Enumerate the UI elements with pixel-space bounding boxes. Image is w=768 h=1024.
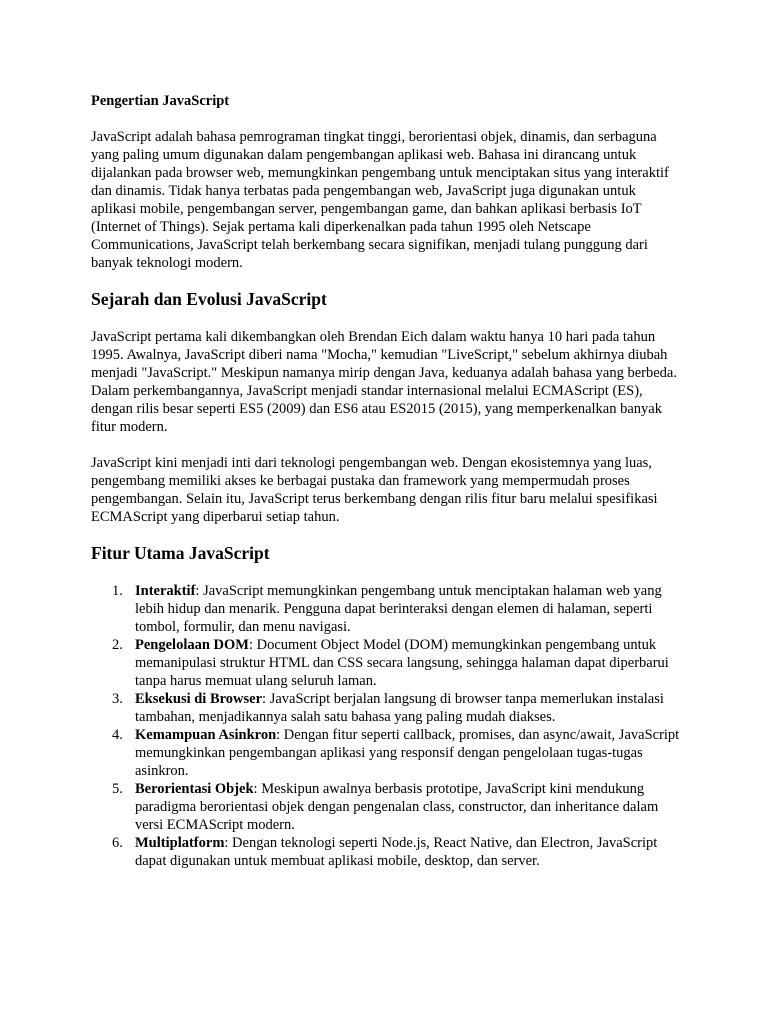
list-item	[91, 834, 683, 870]
history-paragraph: JavaScript pertama kali dikembangkan oleh Brendan Eich dalam waktu hanya 10 hari pada tahun 1995. Awalnya, JavaScript diberi nama "Mocha," kemudian "LiveScript," sebelum akhirnya diubah menjadi "JavaScript." Meskipun namanya mirip dengan Java, keduanya adalah bahasa yang berbeda. Dalam perkembangannya, JavaScript menjadi standar internasional melalui ECMAScript (ES), dengan rilis besar seperti ES5 (2009) dan ES6 atau ES2015 (2015), yang memperkenalkan banyak fitur modern.	[91, 329, 677, 435]
page-title: Pengertian JavaScript	[91, 93, 230, 109]
list-number: 2.	[112, 637, 123, 653]
feature-term: Eksekusi di Browser	[135, 691, 263, 707]
document-page	[91, 92, 683, 870]
feature-term: Berorientasi Objek	[135, 781, 254, 797]
feature-term: Interaktif	[135, 583, 196, 599]
list-item	[91, 690, 683, 726]
list-item	[91, 636, 683, 690]
feature-description: : Meskipun awalnya berbasis prototipe, JavaScript kini mendukung paradigma berorientasi objek dengan pengenalan class, constructor, dan inheritance dalam versi ECMAScript modern.	[135, 781, 659, 833]
feature-list	[91, 582, 683, 870]
history-paragraph: JavaScript kini menjadi inti dari teknologi pengembangan web. Dengan ekosistemnya yang luas, pengembang memiliki akses ke berbagai pustaka dan framework yang mempermudah proses pengembangan. Selain itu, JavaScript terus berkembang dengan rilis fitur baru melalui spesifikasi ECMAScript yang diperbarui setiap tahun.	[91, 455, 658, 525]
feature-description: : JavaScript berjalan langsung di browser tanpa memerlukan instalasi tambahan, menjadikannya salah satu bahasa yang paling mudah diakses.	[135, 691, 664, 725]
list-item	[91, 780, 683, 834]
list-item	[91, 582, 683, 636]
feature-description: : JavaScript memungkinkan pengembang untuk menciptakan halaman web yang lebih hidup dan menarik. Pengguna dapat berinteraksi dengan elemen di halaman, seperti tombol, formulir, dan menu navigasi.	[135, 583, 662, 635]
list-number: 1.	[112, 583, 123, 599]
list-item	[91, 726, 683, 780]
intro-paragraph: JavaScript adalah bahasa pemrograman tingkat tinggi, berorientasi objek, dinamis, dan serbaguna yang paling umum digunakan dalam pengembangan aplikasi web. Bahasa ini dirancang untuk dijalankan pada browser web, memungkinkan pengembang untuk menciptakan situs yang interaktif dan dinamis. Tidak hanya terbatas pada pengembangan web, JavaScript juga digunakan untuk aplikasi mobile, pengembangan server, pengembangan game, dan bahkan aplikasi berbasis IoT (Internet of Things). Sejak pertama kali diperkenalkan pada tahun 1995 oleh Netscape Communications, JavaScript telah berkembang secara signifikan, menjadi tulang punggung dari banyak teknologi modern.	[91, 129, 669, 271]
feature-term: Kemampuan Asinkron	[135, 727, 277, 743]
list-number: 4.	[112, 727, 123, 743]
feature-description: : Dengan fitur seperti callback, promises, dan async/await, JavaScript memungkinkan pengembangan aplikasi yang responsif dengan pengelolaan tugas-tugas asinkron.	[135, 727, 680, 779]
feature-term: Multiplatform	[135, 835, 225, 851]
list-number: 5.	[112, 781, 123, 797]
feature-description: : Document Object Model (DOM) memungkinkan pengembang untuk memanipulasi struktur HTML dan CSS secara langsung, sehingga halaman dapat diperbarui tanpa harus memuat ulang seluruh laman.	[135, 637, 669, 689]
list-number: 3.	[112, 691, 123, 707]
feature-term: Pengelolaan DOM	[135, 637, 249, 653]
feature-description: : Dengan teknologi seperti Node.js, React Native, dan Electron, JavaScript dapat digunakan untuk membuat aplikasi mobile, desktop, dan server.	[135, 835, 658, 869]
section-heading-history: Sejarah dan Evolusi JavaScript	[91, 289, 327, 309]
section-heading-features: Fitur Utama JavaScript	[91, 543, 270, 563]
list-number: 6.	[112, 835, 123, 851]
